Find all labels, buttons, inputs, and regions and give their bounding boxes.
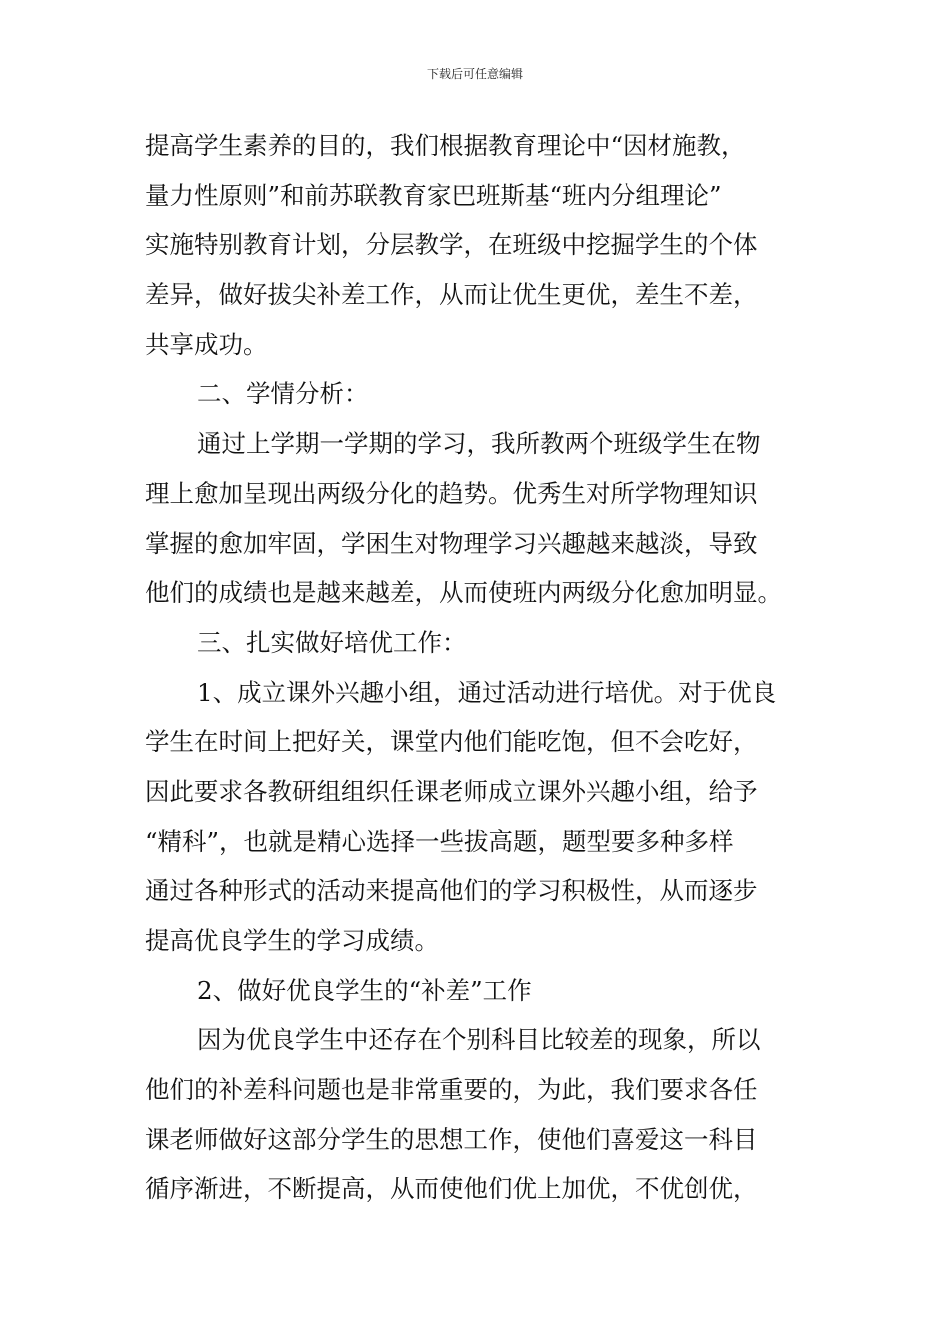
document-body (145, 121, 810, 1214)
text-line: 提高学生素养的目的，我们根据教育理论中“因材施教， (145, 131, 746, 160)
text-line: 实施特别教育计划，分层教学，在班级中挖掘学生的个体 (145, 230, 758, 260)
text-line: 通过上学期一学期的学习，我所教两个班级学生在物 (197, 429, 761, 459)
text-line: 量力性原则”和前苏联教育家巴班斯基“班内分组理论” (145, 180, 722, 210)
text-line: 提高优良学生的学习成绩。 (145, 926, 439, 955)
text-line: 循序渐进，不断提高，从而使他们优上加优，不优创优， (145, 1174, 758, 1204)
text-line: 他们的成绩也是越来越差，从而使班内两级分化愈加明显。 (145, 578, 782, 608)
page-header: 下载后可任意编辑 (426, 67, 523, 81)
text-line: 理上愈加呈现出两级分化的趋势。优秀生对所学物理知识 (145, 478, 758, 508)
text-line: 二、学情分析： (197, 379, 369, 409)
text-line: 通过各种形式的活动来提高他们的学习积极性，从而逐步 (145, 876, 758, 906)
text-line: 因此要求各教研组组织任课老师成立课外兴趣小组，给予 (145, 776, 758, 806)
text-line: 学生在时间上把好关，课堂内他们能吃饱，但不会吃好， (145, 727, 758, 757)
text-line: 掌握的愈加牢固，学困生对物理学习兴趣越来越淡，导致 (145, 528, 758, 558)
text-line: 因为优良学生中还存在个别科目比较差的现象，所以 (197, 1025, 761, 1055)
text-line: 他们的补差科问题也是非常重要的，为此，我们要求各任 (145, 1075, 758, 1105)
text-line: 三、扎实做好培优工作： (197, 627, 467, 657)
text-line: 课老师做好这部分学生的思想工作，使他们喜爱这一科目 (145, 1124, 758, 1154)
text-line: 2、做好优良学生的“补差”工作 (197, 975, 532, 1005)
text-line: 差异，做好拔尖补差工作，从而让优生更优，差生不差， (145, 280, 758, 310)
text-line: “精科”，也就是精心选择一些拔高题，题型要多种多样 (145, 826, 734, 856)
text-line: 1、成立课外兴趣小组，通过活动进行培优。对于优良 (197, 677, 777, 707)
text-line: 共享成功。 (145, 329, 268, 359)
